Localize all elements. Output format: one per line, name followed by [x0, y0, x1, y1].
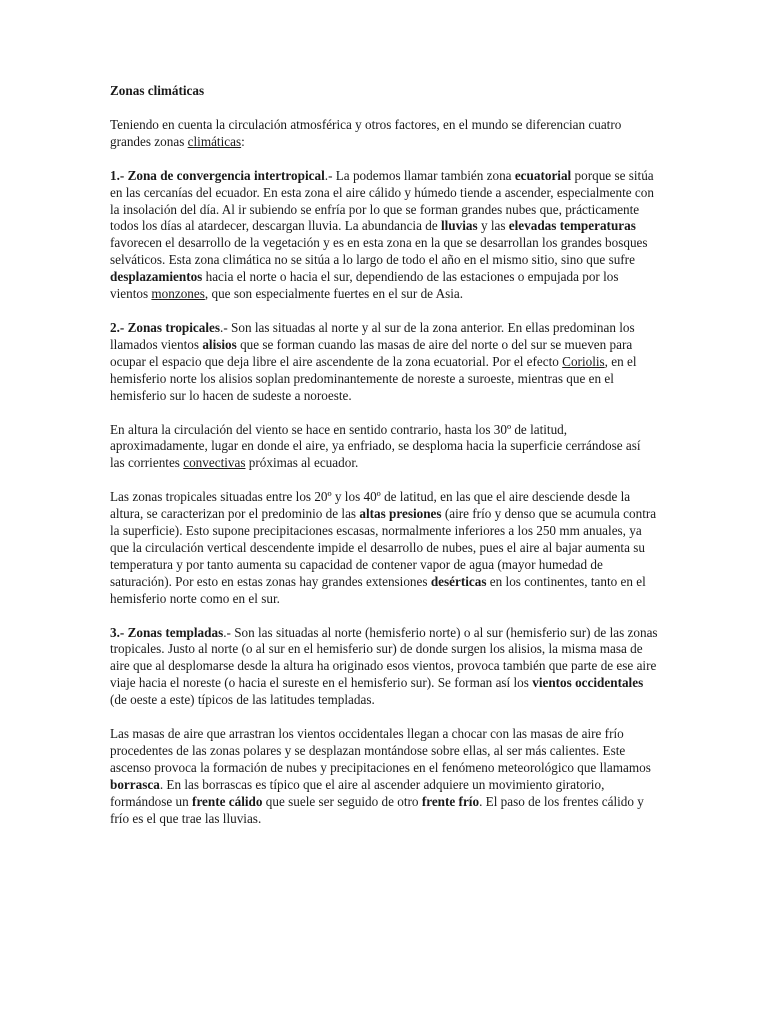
linked-term: Coriolis	[562, 353, 605, 369]
paragraph	[110, 422, 658, 473]
text-run: .- Son las situadas al norte y al sur de la zona anterior. En ellas predominan los llamados vientos	[110, 319, 635, 352]
text-run: , en el hemisferio norte los alisios soplan predominantemente de noreste a suroeste, mientras que en el hemisferio sur lo hacen de sudeste a noroeste.	[110, 353, 637, 403]
bold-term: altas presiones	[359, 506, 442, 522]
text-run: (de oeste a este) típicos de las latitudes templadas.	[110, 692, 375, 708]
paragraph	[110, 625, 658, 710]
linked-term: climáticas	[187, 133, 242, 149]
bold-term: alisios	[202, 336, 237, 352]
document-body	[110, 117, 658, 828]
text-run: Las masas de aire que arrastran los vientos occidentales llegan a chocar con las masas de aire frío procedentes de las zonas polares y se desplazan montándose sobre ellas, al ser más calientes. Este ascenso provoca la formación de nubes y precipitaciones en el fenómeno meteorológico que llamamos	[110, 726, 651, 775]
bold-term: ecuatorial	[514, 167, 572, 183]
bold-term: borrasca	[110, 776, 160, 792]
text-run: , que son especialmente fuertes en el sur de Asia.	[204, 286, 464, 302]
text-run: en los continentes, tanto en el hemisferio norte como en el sur.	[110, 573, 646, 606]
text-run: que se forman cuando las masas de aire del norte o del sur se mueven para ocupar el espacio que deja libre el aire ascendente de la zona ecuatorial. Por el efecto	[110, 336, 633, 369]
bold-term: desérticas	[430, 573, 487, 589]
paragraph	[110, 489, 658, 607]
text-run: que suele ser seguido de otro	[262, 793, 422, 809]
bold-term: 1.- Zona de convergencia intertropical	[110, 167, 325, 183]
text-run: .- La podemos llamar también zona	[324, 167, 515, 183]
text-run: porque se sitúa en las cercanías del ecuador. En esta zona el aire cálido y húmedo tiende a ascender, especialmente con la insolación del día. Al ir subiendo se enfría por lo que se forman grandes nubes que, prácticamente todos los días al atardecer, descargan lluvia. La abundancia de	[110, 167, 654, 234]
text-run: Teniendo en cuenta la circulación atmosférica y otros factores, en el mundo se diferencian cuatro grandes zonas	[110, 116, 622, 149]
paragraph	[110, 117, 658, 151]
bold-term: vientos occidentales	[532, 675, 644, 691]
bold-term: lluvias	[440, 218, 478, 234]
document-title: Zonas climáticas	[110, 83, 205, 98]
bold-term: frente frío	[421, 793, 480, 809]
bold-term: desplazamientos	[110, 269, 203, 285]
text-run: y las	[477, 218, 509, 234]
text-run: (aire frío y denso que se acumula contra la superficie). Esto supone precipitaciones escasas, normalmente inferiores a los 250 mm anuales, ya que la circulación vertical descendente impide el desarrollo de nubes, pues el aire al bajar aumenta su temperatura y por tanto aumenta su capacidad de contener vapor de agua (mayor humedad de saturación). Por esto en estas zonas hay grandes extensiones	[110, 506, 657, 589]
text-run: hacia el norte o hacia el sur, dependiendo de las estaciones o empujada por los vientos	[110, 269, 619, 302]
text-run: favorecen el desarrollo de la vegetación y es en esta zona en la que se desarrollan los grandes bosques selváticos. Esta zona climática no se sitúa a lo largo de todo el año en el mismo sitio, sino que sufre	[110, 235, 648, 268]
paragraph	[110, 726, 658, 827]
text-run: En altura la circulación del viento se hace en sentido contrario, hasta los 30º de latitud, aproximadamente, lugar en donde el aire, ya enfriado, se desploma hacia la superficie cerrándose así las corrientes	[110, 421, 641, 471]
linked-term: monzones	[151, 286, 205, 302]
document-page	[110, 83, 658, 845]
text-run: . En las borrascas es típico que el aire al ascender adquiere un movimiento giratorio, formándose un	[110, 776, 605, 809]
text-run: :	[241, 133, 245, 149]
paragraph	[110, 168, 658, 303]
text-run: próximas al ecuador.	[245, 455, 359, 471]
paragraph	[110, 320, 658, 405]
bold-term: 2.- Zonas tropicales	[110, 319, 221, 335]
text-run: .- Son las situadas al norte (hemisferio norte) o al sur (hemisferio sur) de las zonas tropicales. Justo al norte (o al sur en el hemisferio sur) de donde surgen los alisios, la misma masa de aire que al desplomarse desde la altura ha originado esos vientos, provoca también que parte de ese aire viaje hacia el noreste (o hacia el sureste en el hemisferio sur). Se forman así los	[110, 624, 658, 691]
text-run: Las zonas tropicales situadas entre los 20º y los 40º de latitud, en las que el aire desciende desde la altura, se caracterizan por el predominio de las	[110, 489, 631, 522]
bold-term: frente cálido	[192, 793, 263, 809]
bold-term: 3.- Zonas templadas	[110, 624, 224, 640]
text-run: . El paso de los frentes cálido y frío es el que trae las lluvias.	[110, 793, 644, 826]
bold-term: elevadas temperaturas	[508, 218, 636, 234]
linked-term: convectivas	[183, 455, 246, 471]
